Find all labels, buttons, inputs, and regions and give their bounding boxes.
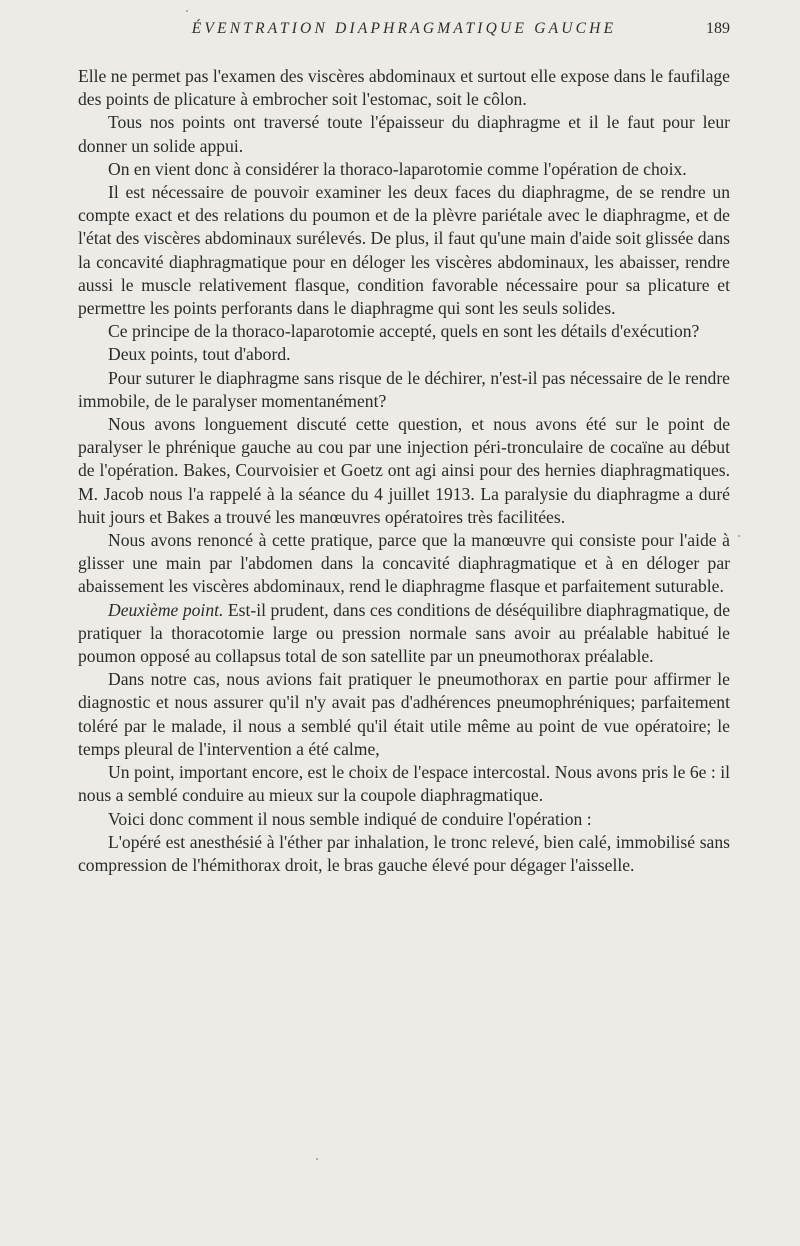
paragraph-3: On en vient donc à considérer la thoraco-laparotomie comme l'opération de choix.: [108, 158, 687, 179]
second-point-label: Deuxième point.: [108, 599, 224, 620]
paper-speck: [738, 535, 740, 537]
paragraph-8: Nous avons longuement discuté cette question, et nous avons été sur le point de paralyser le phrénique gauche au cou par une injection péri-tronculaire de cocaïne au début de l'opération. Bakes, Courvoisier et Goetz ont agi ainsi pour des hernies diaphragmatiques. M. Jacob nous l'a rappelé à la séance du 4 juillet 1913. La paralysie du diaphragme a duré huit jours et Bakes a trouvé les manœuvres opératoires très facilitées.: [78, 414, 730, 527]
paragraph-11: Dans notre cas, nous avions fait pratiquer le pneumothorax en partie pour affirmer le diagnostic et nous assurer qu'il n'y avait pas d'adhérences pneumophréniques; parfaitement toléré par le malade, il nous a semblé qu'il était utile même au point de vue opératoire; le temps pleural de l'intervention a été calme,: [78, 669, 730, 759]
paragraph-12: Un point, important encore, est le choix de l'espace intercostal. Nous avons pris le 6e : il nous a semblé conduire au mieux sur la coupole diaphragmatique.: [78, 762, 730, 806]
paragraph-14: L'opéré est anesthésié à l'éther par inhalation, le tronc relevé, bien calé, immobilisé sans compression de l'hémithorax droit, le bras gauche élevé pour dégager l'aisselle.: [78, 831, 730, 875]
running-title: ÉVENTRATION DIAPHRAGMATIQUE GAUCHE: [191, 20, 617, 37]
second-point-text: Est-il prudent, dans ces conditions de déséquilibre diaphragmatique, de pratiquer la thoracotomie large ou pression normale sans avoir au préalable habitué le poumon opposé au collapsus total de son satellite par un pneumothorax préalable.: [78, 599, 731, 667]
paragraph-1: Elle ne permet pas l'examen des viscères abdominaux et surtout elle expose dans le faufilage des points de plicature à embrocher soit l'estomac, soit le côlon.: [78, 66, 730, 110]
paragraph-4: Il est nécessaire de pouvoir examiner les deux faces du diaphragme, de se rendre un compte exact et des relations du poumon et de la plèvre pariétale avec le diaphragme, et de l'état des viscères abdominaux surélevés. De plus, il faut qu'une main d'aide soit glissée dans la concavité diaphragmatique pour en déloger les viscères abdominaux, les abaisser, rendre aussi le muscle relativement flasque, condition favorable nécessaire pour sa plicature et permettre les points perforants dans le diaphragme qui sont les seuls solides.: [78, 182, 730, 319]
paragraph-7: Pour suturer le diaphragme sans risque de le déchirer, n'est-il pas nécessaire de le rendre immobile, de le paralyser momentanément?: [78, 367, 730, 411]
page-number: 189: [706, 20, 730, 37]
paragraph-6: Deux points, tout d'abord.: [108, 344, 291, 365]
running-header: [78, 20, 730, 44]
paragraph-5: Ce principe de la thoraco-laparotomie accepté, quels en sont les détails d'exécution?: [108, 321, 700, 342]
paragraph-9: Nous avons renoncé à cette pratique, parce que la manœuvre qui consiste pour l'aide à glisser une main par l'abdomen dans la concavité diaphragmatique et à en déloger par abaissement les viscères abdominaux, rend le diaphragme flasque et parfaitement suturable.: [78, 530, 730, 597]
paper-speck: [316, 1158, 318, 1160]
body-text: [78, 65, 730, 877]
paper-speck: [186, 10, 188, 12]
paragraph-second-point: [78, 599, 730, 669]
paragraph-2: Tous nos points ont traversé toute l'épaisseur du diaphragme et il le faut pour leur donner un solide appui.: [78, 112, 730, 156]
paragraph-13: Voici donc comment il nous semble indiqué de conduire l'opération :: [108, 808, 592, 829]
